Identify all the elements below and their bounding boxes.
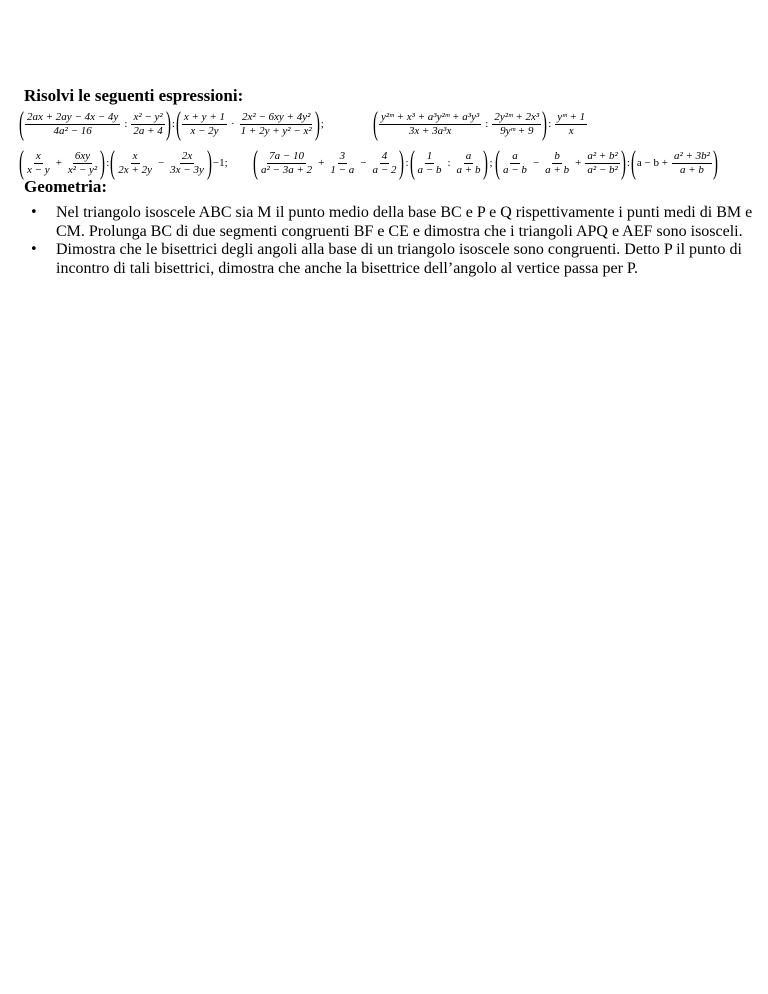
fraction: $\frac{b}{a + b}$ (545, 149, 570, 176)
fraction: $\frac{7a - 10}{\text{a² − 3a + 2}}$ (261, 149, 313, 176)
fraction: $\frac{x + y + 1}{x - 2y}$ (183, 110, 225, 137)
fraction: $\frac{6xy}{\text{x² − y²}}$ (67, 149, 98, 176)
list-item-text: Nel triangolo isoscele ABC sia M il punto medio della base BC e P e Q rispettivamente i punti medi di BM e CM. Prolunga BC di due segmenti congruenti BF e CE e dimostra che i triangoli APQ e AEF sono isosceli. (56, 204, 753, 240)
fraction: $\frac{x}{2x + 2y}$ (118, 149, 152, 176)
expression-2: ( $\frac{\text{y²ᵐ + x³ + a³y²ᵐ + a³y³}}{\text{3x + 3a³x}}$ : $\frac{\text{2y²ᵐ + 2x³}}{\text{9yᵐ + 9}}$ ) : $\frac{\text{yᵐ + 1}}{x}$ (373, 106, 586, 142)
expression-5: ( $\frac{a}{a - b}$ − $\frac{b}{a + b}$ + $\frac{\text{a² + b²}}{\text{a² − b²}}$ ) : ( a − b + $\frac{\text{a² + 3b²}}{a + b}$ ) (495, 145, 718, 181)
bullet-icon: • (30, 205, 38, 220)
fraction: $\frac{a}{a + b}$ (456, 149, 481, 176)
expression-row-2 (20, 145, 748, 181)
list-item (30, 204, 758, 241)
expression-row-1 (20, 106, 748, 142)
fraction: $\frac{4}{a - 2}$ (372, 149, 397, 176)
bullet-icon: • (30, 242, 38, 257)
fraction: $\frac{\text{a² + 3b²}}{a + b}$ (673, 149, 710, 176)
fraction: $\frac{3}{1 - a}$ (330, 149, 355, 176)
fraction: $\frac{2ax + 2ay - 4x - 4y}{\text{4a² − 16}}$ (27, 110, 119, 137)
fraction: $\frac{\text{a² + b²}}{\text{a² − b²}}$ (587, 149, 618, 176)
fraction: $\frac{\text{yᵐ + 1}}{x}$ (557, 110, 586, 137)
list-item-text: Dimostra che le bisettrici degli angoli alla base di un triangolo isoscele sono congruenti. Detto P il punto di incontro di tali bisettrici, dimostra che anche la bisettrice dell’angolo al vertice passa per P. (56, 241, 742, 277)
fraction: $\frac{2x}{3x - 3y}$ (170, 149, 204, 176)
geometry-list (30, 204, 758, 278)
list-item (30, 241, 758, 278)
expression-4: ( $\frac{7a - 10}{\text{a² − 3a + 2}}$ + $\frac{3}{1 - a}$ − $\frac{4}{a - 2}$ ) : ( $\frac{1}{a - b}$ : $\frac{a}{a + b}$ ) ; (253, 145, 493, 181)
fraction: $\frac{1}{a - b}$ (417, 149, 442, 176)
fraction: $\frac{\text{2x² − 6xy + 4y²}}{\text{1 + 2y + y² − x²}}$ (240, 110, 312, 137)
fraction: $\frac{\text{x² − y²}}{2a + 4}$ (133, 110, 163, 137)
fraction: $\frac{x}{x - y}$ (27, 149, 50, 176)
fraction: $\frac{\text{y²ᵐ + x³ + a³y²ᵐ + a³y³}}{\text{3x + 3a³x}}$ (381, 110, 480, 137)
fraction: $\frac{\text{2y²ᵐ + 2x³}}{\text{9yᵐ + 9}}$ (494, 110, 540, 137)
expression-3: ( $\frac{x}{x - y}$ + $\frac{6xy}{\text{x² − y²}}$ ) : ( $\frac{x}{2x + 2y}$ − $\frac{2x}{3x - 3y}$ ) −1; (19, 145, 228, 181)
expression-1: ( $\frac{2ax + 2ay - 4x - 4y}{\text{4a² − 16}}$ : $\frac{\text{x² − y²}}{2a + 4}$ ) : ( $\frac{x + y + 1}{x - 2y}$ · $\frac{\text{2x² − 6xy + 4y²}}{\text{1 + 2y + y² − x²}}$ ) ; (19, 106, 324, 142)
geometry-title: Geometria: (24, 177, 108, 196)
exercises-title: Risolvi le seguenti espressioni: (24, 86, 244, 105)
fraction: $\frac{a}{a - b}$ (503, 149, 527, 176)
